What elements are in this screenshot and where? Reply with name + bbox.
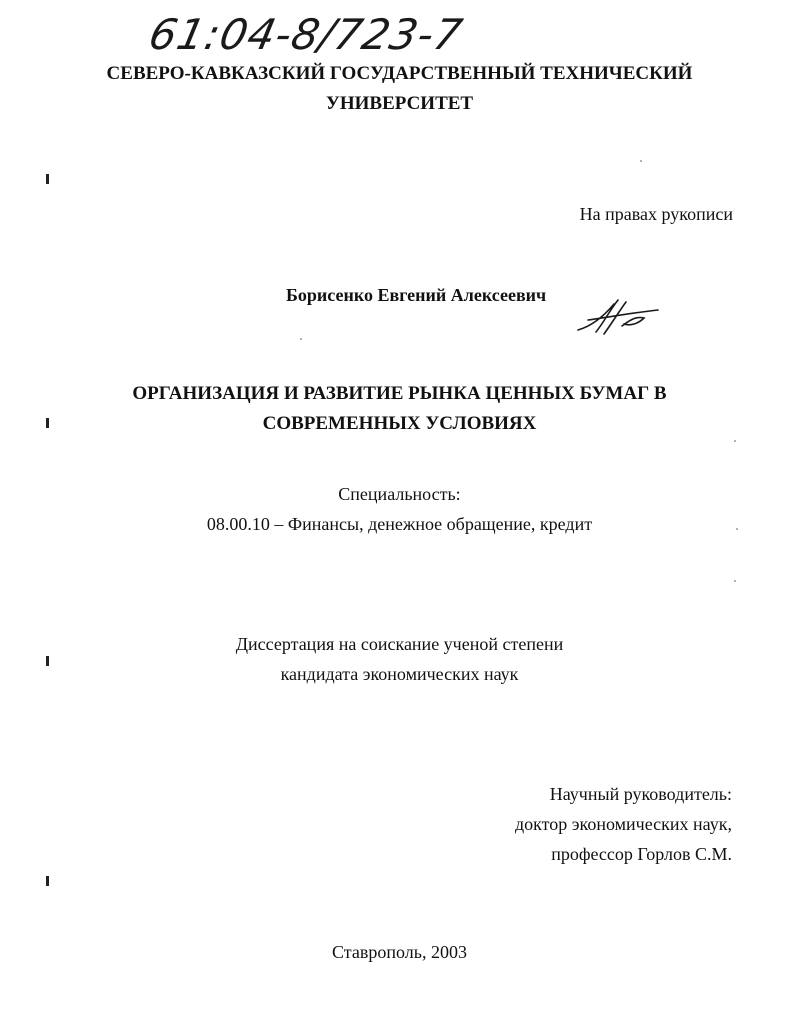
university-name-line1: СЕВЕРО-КАВКАЗСКИЙ ГОСУДАРСТВЕННЫЙ ТЕХНИЧЕСКИЙ bbox=[106, 63, 693, 84]
scan-speck bbox=[300, 338, 302, 340]
handwritten-catalog-number: 61:04-8/723-7 bbox=[144, 10, 468, 59]
scan-speck bbox=[734, 440, 736, 442]
degree-line1: Диссертация на соискание ученой степени bbox=[235, 634, 564, 654]
thesis-title-line1: ОРГАНИЗАЦИЯ И РАЗВИТИЕ РЫНКА ЦЕННЫХ БУМАГ В bbox=[132, 383, 667, 404]
thesis-title-line2: СОВРЕМЕННЫХ УСЛОВИЯХ bbox=[262, 413, 537, 434]
rights-note: На правах рукописи bbox=[579, 204, 733, 224]
author-signature-icon bbox=[574, 296, 660, 338]
advisor-degree: доктор экономических наук, bbox=[515, 814, 732, 834]
advisor-name: профессор Горлов С.М. bbox=[551, 844, 732, 864]
place-and-year: Ставрополь, 2003 bbox=[332, 942, 467, 962]
scan-speck bbox=[640, 160, 642, 162]
binding-mark bbox=[46, 656, 49, 666]
binding-mark bbox=[46, 876, 49, 886]
binding-mark bbox=[46, 418, 49, 428]
specialty-value: 08.00.10 – Финансы, денежное обращение, кредит bbox=[206, 514, 593, 534]
author-name: Борисенко Евгений Алексеевич bbox=[286, 285, 547, 305]
scan-speck bbox=[734, 580, 736, 582]
scan-speck bbox=[736, 528, 738, 530]
binding-mark bbox=[46, 174, 49, 184]
advisor-label: Научный руководитель: bbox=[549, 784, 732, 804]
degree-line2: кандидата экономических наук bbox=[280, 664, 519, 684]
specialty-label: Специальность: bbox=[338, 484, 461, 504]
university-name-line2: УНИВЕРСИТЕТ bbox=[325, 93, 474, 114]
